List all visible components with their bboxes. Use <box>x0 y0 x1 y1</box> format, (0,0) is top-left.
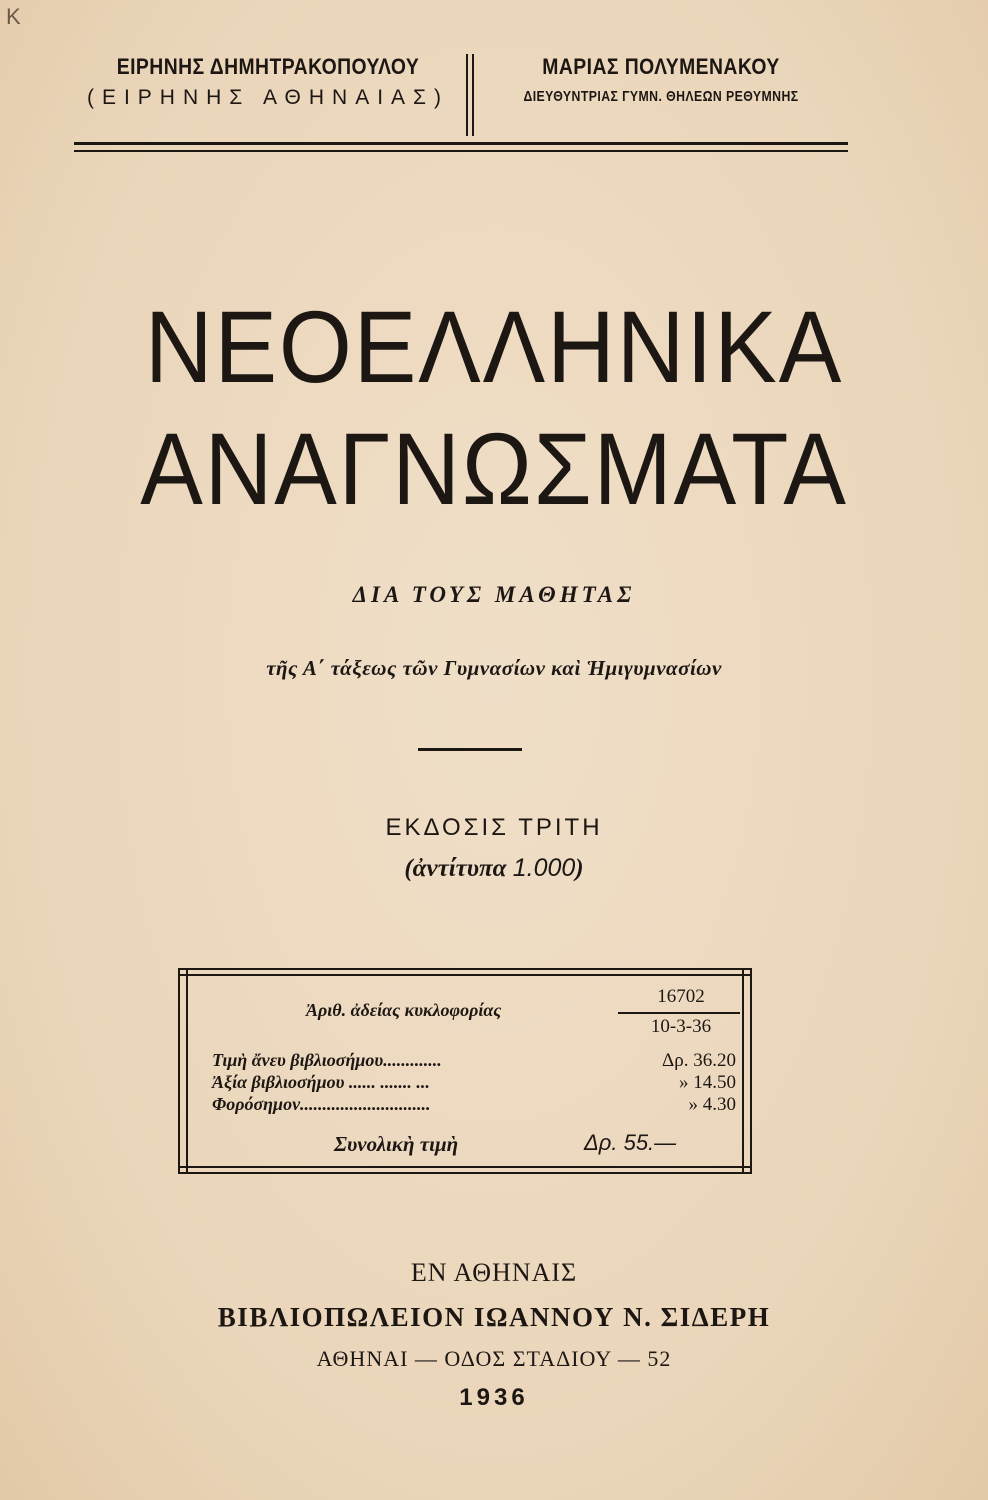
permit-fraction-line <box>618 1012 740 1014</box>
price-box-border <box>178 1172 752 1174</box>
price-box-border <box>750 968 752 1174</box>
price-row-label: Ἀξία βιβλιοσήμου ...... ....... ... <box>212 1072 430 1092</box>
imprint-address: ΑΘΗΝΑΙ — ΟΔΟΣ ΣΤΑΔΙΟΥ — 52 <box>316 1346 672 1371</box>
price-box <box>178 968 752 1176</box>
permit-number: 16702 <box>657 986 705 1007</box>
price-row-value: » 14.50 <box>679 1072 736 1093</box>
book-title-line2: ΑΝΑΓΝΩΣΜΑΤΑ <box>140 412 848 526</box>
total-price-label: Συνολικὴ τιμὴ <box>334 1132 459 1156</box>
price-row-label: Τιμὴ ἄνευ βιβλιοσήμου............. <box>212 1050 442 1070</box>
page-mark: K <box>6 4 21 29</box>
edition-copies <box>0 854 988 883</box>
author-right <box>474 52 848 105</box>
total-price-value: Δρ. 55.— <box>584 1130 677 1155</box>
price-box-border <box>178 1166 752 1168</box>
divider-rule <box>418 748 522 751</box>
imprint-publisher: ΒΙΒΛΙΟΠΩΛΕΙΟΝ ΙΩΑΝΝΟΥ Ν. ΣΙΔΕΡΗ <box>217 1302 771 1332</box>
edition-label: ΕΚΔΟΣΙΣ ΤΡΙΤΗ <box>385 814 603 841</box>
imprint-year: 1936 <box>459 1384 529 1411</box>
price-box-border <box>178 974 752 976</box>
author-left-name: ΕΙΡΗΝΗΣ ΔΗΜΗΤΡΑΚΟΠΟΥΛΟΥ <box>116 54 420 79</box>
price-box-border <box>178 968 752 970</box>
author-right-name: ΜΑΡΙΑΣ ΠΟΛΥΜΕΝΑΚΟΥ <box>542 54 780 79</box>
price-row-value: Δρ. 36.20 <box>662 1050 736 1071</box>
book-title-line1: ΝΕΟΕΛΛΗΝΙΚΑ <box>144 290 844 404</box>
subtitle-grade: τῆς Α΄ τάξεως τῶν Γυμνασίων καὶ Ἡμιγυμνασίων <box>266 656 722 680</box>
author-right-title: ΔΙΕΥΘΥΝΤΡΙΑΣ ΓΥΜΝ. ΘΗΛΕΩΝ ΡΕΘΥΜΝΗΣ <box>523 88 799 105</box>
imprint-city: ΕΝ ΑΘΗΝΑΙΣ <box>410 1258 578 1287</box>
copies-prefix: (ἀντίτυπα <box>404 855 513 882</box>
price-row-value: » 4.30 <box>688 1094 736 1115</box>
authors-header <box>74 52 848 144</box>
subtitle-audience: ΔΙΑ ΤΟΥΣ ΜΑΘΗΤΑΣ <box>352 582 636 607</box>
price-box-border <box>186 968 188 1174</box>
author-left <box>74 52 462 110</box>
price-row-label: Φορόσημον............................. <box>212 1094 431 1114</box>
price-box-border <box>742 968 744 1174</box>
header-rule-double <box>74 150 848 152</box>
permit-date: 10-3-36 <box>650 1016 712 1037</box>
copies-number: 1.000 <box>512 854 576 882</box>
author-divider <box>466 54 468 136</box>
header-rule <box>74 142 848 145</box>
price-box-border <box>178 968 180 1174</box>
author-left-pseudonym: (ΕΙΡΗΝΗΣ ΑΘΗΝΑΙΑΣ) <box>86 86 450 109</box>
permit-label: Ἀριθ. ἀδείας κυκλοφορίας <box>306 1000 502 1020</box>
copies-suffix: ) <box>575 855 584 882</box>
